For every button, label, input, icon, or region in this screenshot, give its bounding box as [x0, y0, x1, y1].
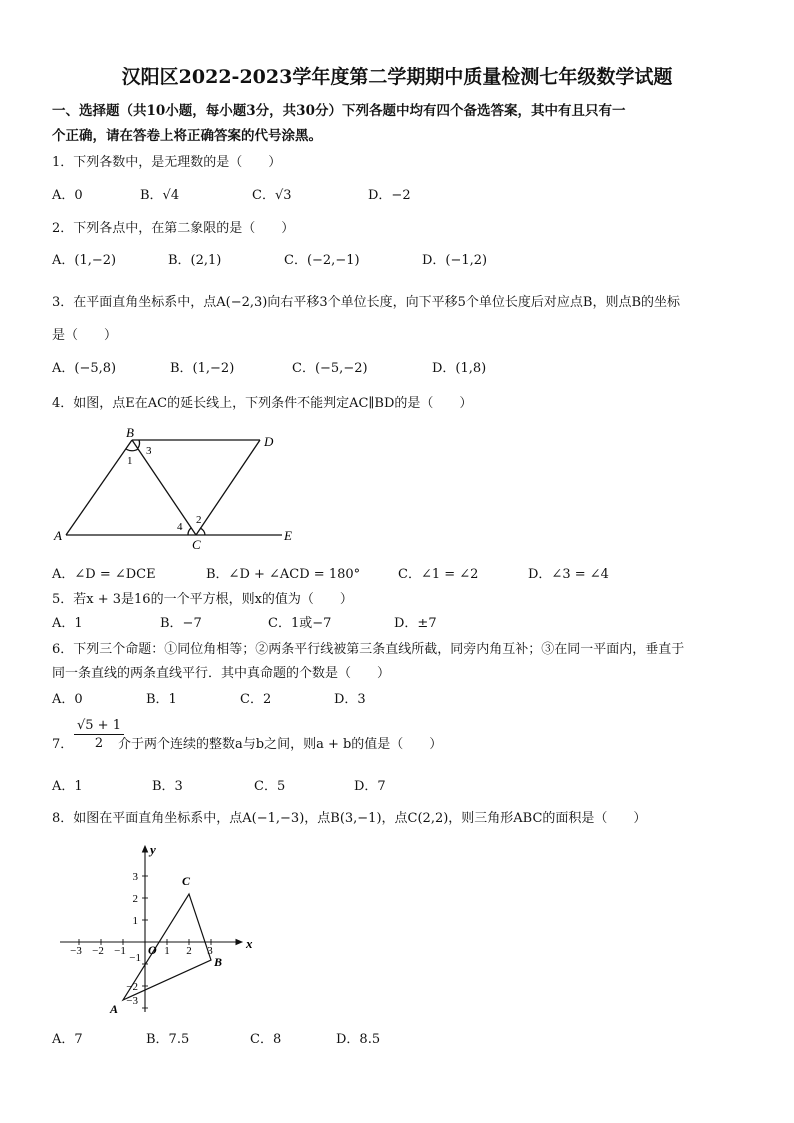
- question-8-stem: 8．如图在平面直角坐标系中，点A(−1,−3)，点B(3,−1)，点C(2,2)，则三角形ABC的面积是（ ）: [52, 811, 647, 826]
- q8-option-d[interactable]: D．8.5: [336, 1032, 381, 1047]
- y-tick-2: 2: [132, 893, 138, 905]
- section-heading-line2: 个正确，请在答卷上将正确答案的代号涂黑。: [52, 128, 322, 144]
- y-tick-neg1: −1: [129, 952, 141, 964]
- q3-option-d[interactable]: D．(1,8): [432, 361, 487, 376]
- q3-option-c[interactable]: C．(−5,−2): [292, 361, 368, 376]
- q3-option-a[interactable]: A．(−5,8): [52, 361, 117, 376]
- q2-option-a[interactable]: A．(1,−2): [52, 253, 117, 268]
- q7-fraction-denominator: 2: [94, 736, 104, 751]
- q4-option-d[interactable]: D．∠3 = ∠4: [528, 567, 609, 582]
- label-e: E: [284, 528, 292, 543]
- q6-option-d[interactable]: D．3: [334, 692, 366, 707]
- y-tick-labels: [126, 871, 141, 1007]
- angle-1-arc: [126, 449, 138, 451]
- section-heading-line1: 一、选择题（共10小题，每小题3分，共30分）下列各题中均有四个备选答案，其中有且只有一: [52, 103, 626, 119]
- q3-option-b[interactable]: B．(1,−2): [170, 361, 235, 376]
- q1-option-b[interactable]: B．√4: [140, 188, 180, 203]
- q2-option-c[interactable]: C．(−2,−1): [284, 253, 360, 268]
- question-6-stem-cont: 同一条直线的两条直线平行．其中真命题的个数是（ ）: [52, 666, 391, 681]
- y-tick-neg3: −3: [126, 995, 138, 1007]
- x-tick-3: 3: [207, 945, 213, 957]
- question-6-stem: 6．下列三个命题：①同位角相等；②两条平行线被第三条直线所截，同旁内角互补；③在同一平面内，垂直于: [52, 642, 685, 657]
- question-7-prefix: 7．: [52, 737, 74, 752]
- point-c-label: C: [182, 874, 191, 888]
- line-bc: [132, 440, 196, 535]
- q5-option-a[interactable]: A．1: [52, 616, 83, 631]
- angle-2-label: 2: [196, 514, 202, 526]
- q5-option-b[interactable]: B．−7: [160, 616, 202, 631]
- y-tick-1: 1: [132, 915, 138, 927]
- line-cd: [196, 440, 260, 535]
- angle-4-label: 4: [177, 521, 183, 533]
- question-1-stem: 1．下列各数中，是无理数的是（ ）: [52, 155, 282, 170]
- origin-label: O: [148, 943, 157, 957]
- question-4-stem: 4．如图，点E在AC的延长线上，下列条件不能判定AC∥BD的是（ ）: [52, 396, 473, 411]
- q7-option-c[interactable]: C．5: [254, 779, 286, 794]
- figure-4-parallel-lines: [50, 422, 310, 552]
- label-b: B: [126, 425, 134, 440]
- q7-option-b[interactable]: B．3: [152, 779, 183, 794]
- question-3-stem-cont: 是（ ）: [52, 328, 118, 343]
- q4-option-a[interactable]: A．∠D = ∠DCE: [52, 567, 156, 582]
- q5-option-d[interactable]: D．±7: [394, 616, 437, 631]
- q4-option-b[interactable]: B．∠D + ∠ACD = 180°: [206, 567, 361, 582]
- q7-option-d[interactable]: D．7: [354, 779, 386, 794]
- x-tick-2: 2: [186, 945, 192, 957]
- q8-option-b[interactable]: B．7.5: [146, 1032, 190, 1047]
- point-a-label: A: [110, 1002, 119, 1016]
- y-tick-3: 3: [132, 871, 138, 883]
- x-tick-labels: [70, 945, 213, 957]
- x-tick-neg3: −3: [70, 945, 82, 957]
- x-tick-neg2: −2: [92, 945, 104, 957]
- question-3-stem: 3．在平面直角坐标系中，点A(−2,3)向右平移3个单位长度，向下平移5个单位长度后对应点B，则点B的坐标: [52, 295, 681, 310]
- q1-option-d[interactable]: D．−2: [368, 188, 411, 203]
- figure-8-coordinate-plane: [50, 838, 260, 1020]
- label-a: A: [54, 528, 62, 543]
- point-b-label: B: [214, 955, 223, 969]
- angle-3-arc: [138, 440, 140, 448]
- q2-option-d[interactable]: D．(−1,2): [422, 253, 488, 268]
- line-ab: [66, 440, 132, 535]
- q7-fraction: [74, 718, 124, 751]
- q7-fraction-numerator: √5 + 1: [74, 718, 124, 735]
- q5-option-c[interactable]: C．1或−7: [268, 616, 332, 631]
- q1-option-c[interactable]: C．√3: [252, 188, 292, 203]
- angle-4-arc: [188, 528, 191, 535]
- q6-option-b[interactable]: B．1: [146, 692, 177, 707]
- q1-option-a[interactable]: A．0: [52, 188, 83, 203]
- q4-option-c[interactable]: C．∠1 = ∠2: [398, 567, 479, 582]
- y-tick-neg2: −2: [126, 981, 138, 993]
- y-axis-label: y: [150, 842, 156, 857]
- x-tick-neg1: −1: [114, 945, 126, 957]
- question-2-stem: 2．下列各点中，在第二象限的是（ ）: [52, 221, 295, 236]
- label-c: C: [192, 537, 201, 552]
- question-7-suffix: 介于两个连续的整数a与b之间，则a + b的值是（ ）: [118, 737, 443, 752]
- angle-1-label: 1: [127, 455, 133, 467]
- q2-option-b[interactable]: B．(2,1): [168, 253, 222, 268]
- q6-option-a[interactable]: A．0: [52, 692, 83, 707]
- q7-option-a[interactable]: A．1: [52, 779, 83, 794]
- label-d: D: [264, 434, 274, 449]
- angle-2-arc: [200, 528, 205, 535]
- x-axis-label: x: [246, 936, 253, 951]
- angle-3-label: 3: [146, 445, 152, 457]
- q6-option-c[interactable]: C．2: [240, 692, 272, 707]
- x-tick-1: 1: [164, 945, 170, 957]
- page-title: 汉阳区2022-2023学年度第二学期期中质量检测七年级数学试题: [121, 66, 673, 88]
- q8-option-a[interactable]: A．7: [52, 1032, 83, 1047]
- q8-option-c[interactable]: C．8: [250, 1032, 282, 1047]
- question-5-stem: 5．若x + 3是16的一个平方根，则x的值为（ ）: [52, 592, 353, 607]
